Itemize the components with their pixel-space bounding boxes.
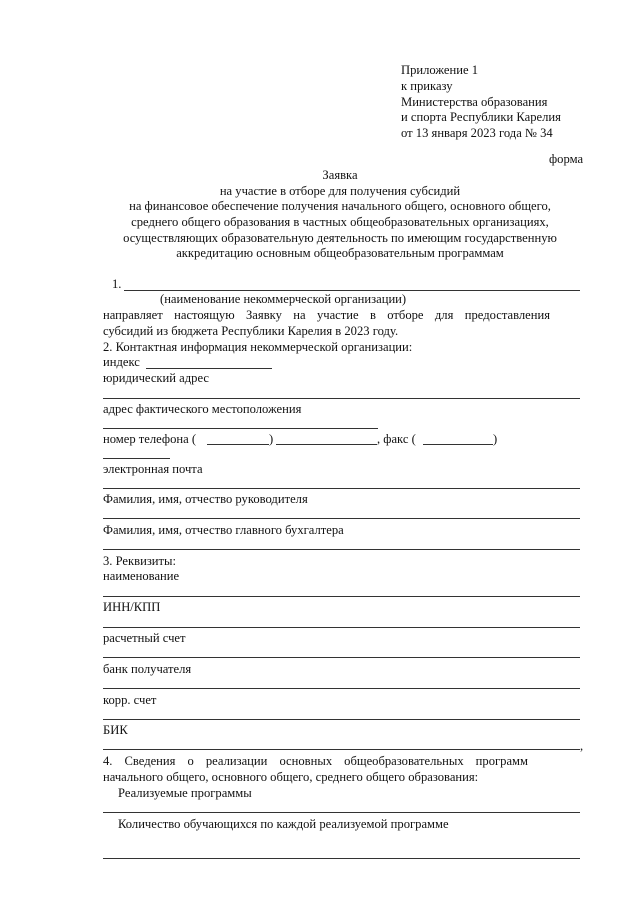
accountant-field[interactable] <box>103 549 580 550</box>
title-line-5: осуществляющих образовательную деятельность по имеющим государственную <box>123 231 557 245</box>
students-label: Количество обучающихся по каждой реализуемой программе <box>118 817 449 831</box>
bik-field[interactable] <box>103 749 580 750</box>
section2-heading: 2. Контактная информация некоммерческой организации: <box>103 340 413 354</box>
corr-field[interactable] <box>103 719 580 720</box>
section4-heading-line-1: 4. Сведения о реализации основных общеобразовательных программ <box>103 754 528 768</box>
title-line-4: среднего общего образования в частных общеобразовательных организациях, <box>131 215 549 229</box>
director-label: Фамилия, имя, отчество руководителя <box>103 492 308 506</box>
fax-label: , факс ( <box>377 432 416 446</box>
section1-text-line-1: направляет настоящую Заявку на участие в отборе для предоставления <box>103 308 550 322</box>
title-line-2: на участие в отборе для получения субсидий <box>219 184 461 198</box>
appendix-line-3: Министерства образования <box>401 95 548 109</box>
programs-field[interactable] <box>103 812 580 813</box>
bik-label: БИК <box>103 723 128 737</box>
email-label: электронная почта <box>103 462 203 476</box>
account-label: расчетный счет <box>103 631 186 645</box>
bank-label: банк получателя <box>103 662 192 676</box>
org-name-caption: (наименование некоммерческой организации) <box>160 292 407 306</box>
req-name-field[interactable] <box>103 596 580 597</box>
actual-address-label: адрес фактического местоположения <box>103 402 302 416</box>
phone-label: номер телефона ( <box>103 432 197 446</box>
section3-heading: 3. Реквизиты: <box>103 554 177 568</box>
section4-heading-line-2: начального общего, основного общего, среднего общего образования: <box>103 770 479 784</box>
org-name-line[interactable] <box>124 290 580 291</box>
index-label: индекс <box>103 355 140 369</box>
inn-field[interactable] <box>103 627 580 628</box>
appendix-line-1: Приложение 1 <box>401 63 479 77</box>
legal-address-field[interactable] <box>103 398 580 399</box>
corr-label: корр. счет <box>103 693 157 707</box>
bik-trailing-comma: , <box>580 739 584 753</box>
appendix-line-2: к приказу <box>401 79 453 93</box>
form-label: форма <box>549 152 584 166</box>
phone-code-field[interactable] <box>207 444 269 445</box>
title-line-3: на финансовое обеспечение получения начального общего, основного общего, <box>129 199 551 213</box>
accountant-label: Фамилия, имя, отчество главного бухгалтера <box>103 523 344 537</box>
account-field[interactable] <box>103 657 580 658</box>
phone-extra-field[interactable] <box>103 458 170 459</box>
inn-label: ИНН/КПП <box>103 600 161 614</box>
legal-address-label: юридический адрес <box>103 371 209 385</box>
appendix-line-5: от 13 января 2023 года № 34 <box>401 126 553 140</box>
programs-label: Реализуемые программы <box>118 786 252 800</box>
appendix-line-4: и спорта Республики Карелия <box>401 110 561 124</box>
phone-paren-close: ) <box>269 432 274 446</box>
index-field[interactable] <box>146 368 272 369</box>
actual-address-field[interactable] <box>103 428 378 429</box>
email-field[interactable] <box>103 488 580 489</box>
bank-field[interactable] <box>103 688 580 689</box>
fax-field[interactable] <box>423 444 493 445</box>
section1-text-line-2: субсидий из бюджета Республики Карелия в 2023 году. <box>103 324 399 338</box>
title-line-6: аккредитацию основным общеобразовательным программам <box>176 246 504 260</box>
req-name-label: наименование <box>103 569 180 583</box>
fax-paren-close: ) <box>493 432 498 446</box>
section1-number: 1. <box>112 277 122 291</box>
phone-number-field[interactable] <box>276 444 377 445</box>
students-field[interactable] <box>103 858 580 859</box>
title-line-1: Заявка <box>322 168 358 182</box>
director-field[interactable] <box>103 518 580 519</box>
